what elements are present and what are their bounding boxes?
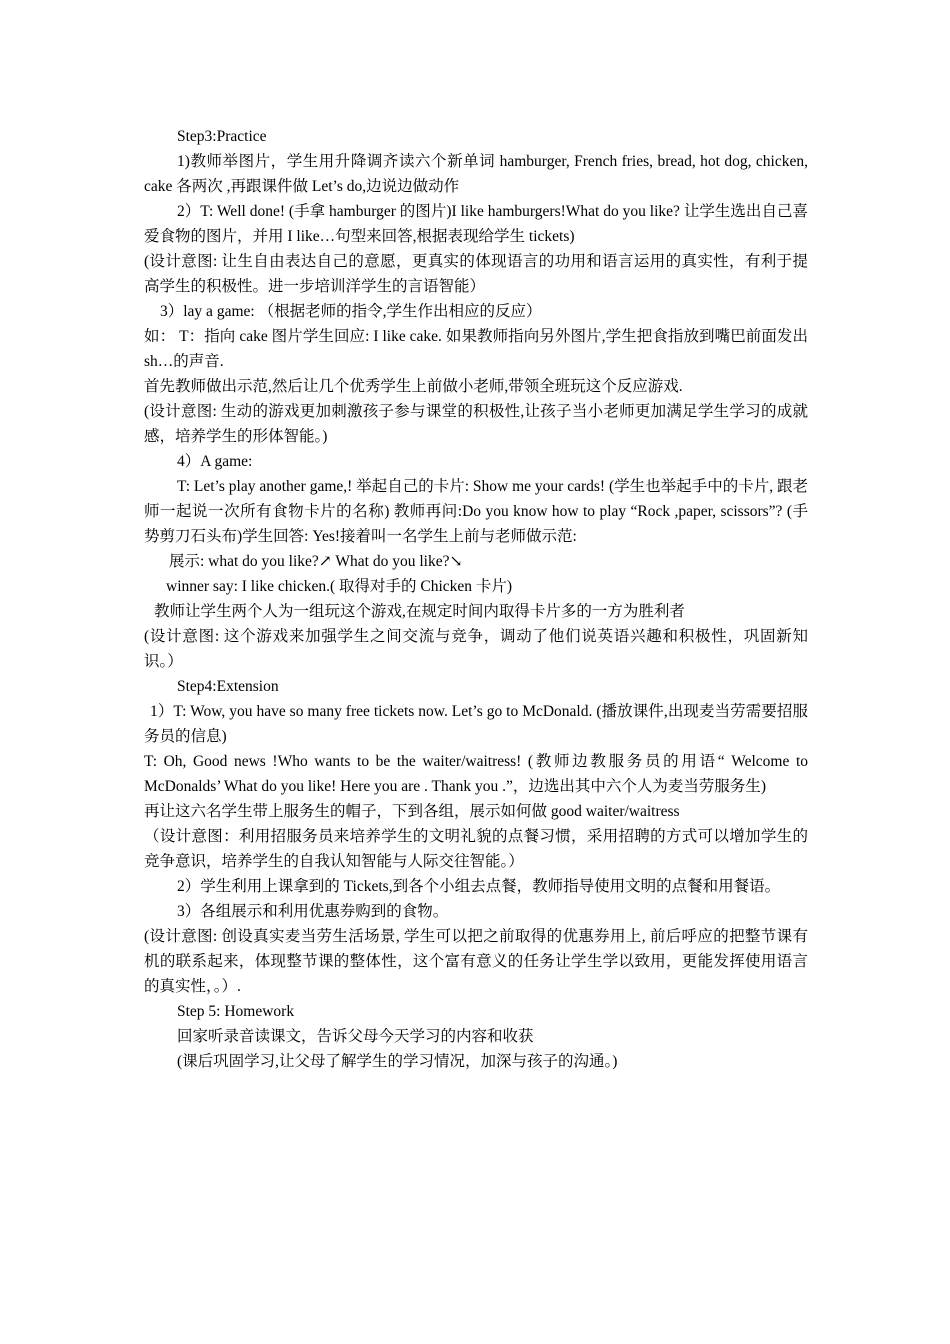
homework-item: 回家听录音读课文，告诉父母今天学习的内容和收获 bbox=[177, 1028, 534, 1045]
extension-item-1-demo: 再让这六名学生带上服务生的帽子，下到各组，展示如何做 good waiter/waitress bbox=[144, 803, 680, 820]
step4-heading: Step4:Extension bbox=[177, 678, 279, 695]
practice-item-2: 2）T: Well done! (手拿 hamburger 的图片)I like hamburgers!What do you like? 让学生选出自己喜爱食物的图片，并用 I like…句型来回答,根据表现给学生 tickets) bbox=[144, 203, 808, 245]
practice-item-3-example: 如： T：指向 cake 图片学生回应: I like cake. 如果教师指向另外图片,学生把食指放到嘴巴前面发出 sh…的声音. bbox=[144, 328, 808, 370]
practice-item-1: 1)教师举图片，学生用升降调齐读六个新单词 hamburger, French fries, bread, hot dog, chicken, cake 各两次 ,再跟课件做 Let’s do,边说边做动作 bbox=[144, 153, 808, 195]
practice-item-3-demo: 首先教师做出示范,然后让几个优秀学生上前做小老师,带领全班玩这个反应游戏. bbox=[144, 378, 683, 395]
practice-item-4: 4）A game: bbox=[177, 453, 253, 470]
practice-item-4-winner: winner say: I like chicken.( 取得对手的 Chicken 卡片) bbox=[166, 578, 513, 595]
step3-heading: Step3:Practice bbox=[177, 128, 267, 145]
practice-item-4-rule: 教师让学生两个人为一组玩这个游戏,在规定时间内取得卡片多的一方为胜利者 bbox=[154, 603, 685, 620]
step5-heading: Step 5: Homework bbox=[177, 1003, 295, 1020]
design-intent-4: （设计意图：利用招服务员来培养学生的文明礼貌的点餐习惯，采用招聘的方式可以增加学生的竞争意识，培养学生的自我认知智能与人际交往智能。） bbox=[144, 828, 808, 870]
practice-item-4-detail: T: Let’s play another game,! 举起自己的卡片: Show me your cards! (学生也举起手中的卡片, 跟老师一起说一次所有食物卡片的名称) 教师再问:Do you know how to play “Rock ,paper, scissors”? (手势剪刀石头布)学生回答: Yes!接着叫一名学生上前与老师做示范: bbox=[144, 478, 808, 545]
extension-item-2: 2）学生利用上课拿到的 Tickets,到各个小组去点餐，教师指导使用文明的点餐和用餐语。 bbox=[177, 878, 781, 895]
design-intent-5: (设计意图: 创设真实麦当劳生活场景, 学生可以把之前取得的优惠券用上, 前后呼应的把整节课有机的联系起来，体现整节课的整体性，这个富有意义的任务让学生学以致用，更能发挥使用语言的真实性，。）. bbox=[144, 928, 808, 995]
document-page bbox=[144, 124, 808, 1074]
design-intent-3: (设计意图: 这个游戏来加强学生之间交流与竞争，调动了他们说英语兴趣和积极性，巩固新知识。） bbox=[144, 628, 808, 670]
practice-item-4-show: 展示: what do you like?↗ What do you like?↘ bbox=[169, 553, 463, 570]
design-intent-1: (设计意图: 让生自由表达自己的意愿，更真实的体现语言的功用和语言运用的真实性，有利于提高学生的积极性。进一步培训洋学生的言语智能） bbox=[144, 253, 808, 295]
extension-item-1: 1）T: Wow, you have so many free tickets now. Let’s go to McDonald. (播放课件,出现麦当劳需要招服务员的信息) bbox=[144, 703, 808, 745]
homework-intent: (课后巩固学习,让父母了解学生的学习情况，加深与孩子的沟通。) bbox=[177, 1053, 618, 1070]
extension-item-1-news: T: Oh, Good news !Who wants to be the waiter/waitress! (教师边教服务员的用语“ Welcome to McDonalds’ What do you like! Here you are . Thank you .”，边选出其中六个人为麦当劳服务生) bbox=[144, 753, 808, 795]
extension-item-3: 3）各组展示和利用优惠券购到的食物。 bbox=[177, 903, 449, 920]
practice-item-3: 3）lay a game: （根据老师的指令,学生作出相应的反应） bbox=[160, 303, 542, 320]
design-intent-2: (设计意图: 生动的游戏更加刺激孩子参与课堂的积极性,让孩子当小老师更加满足学生学习的成就感，培养学生的形体智能。) bbox=[144, 403, 808, 445]
